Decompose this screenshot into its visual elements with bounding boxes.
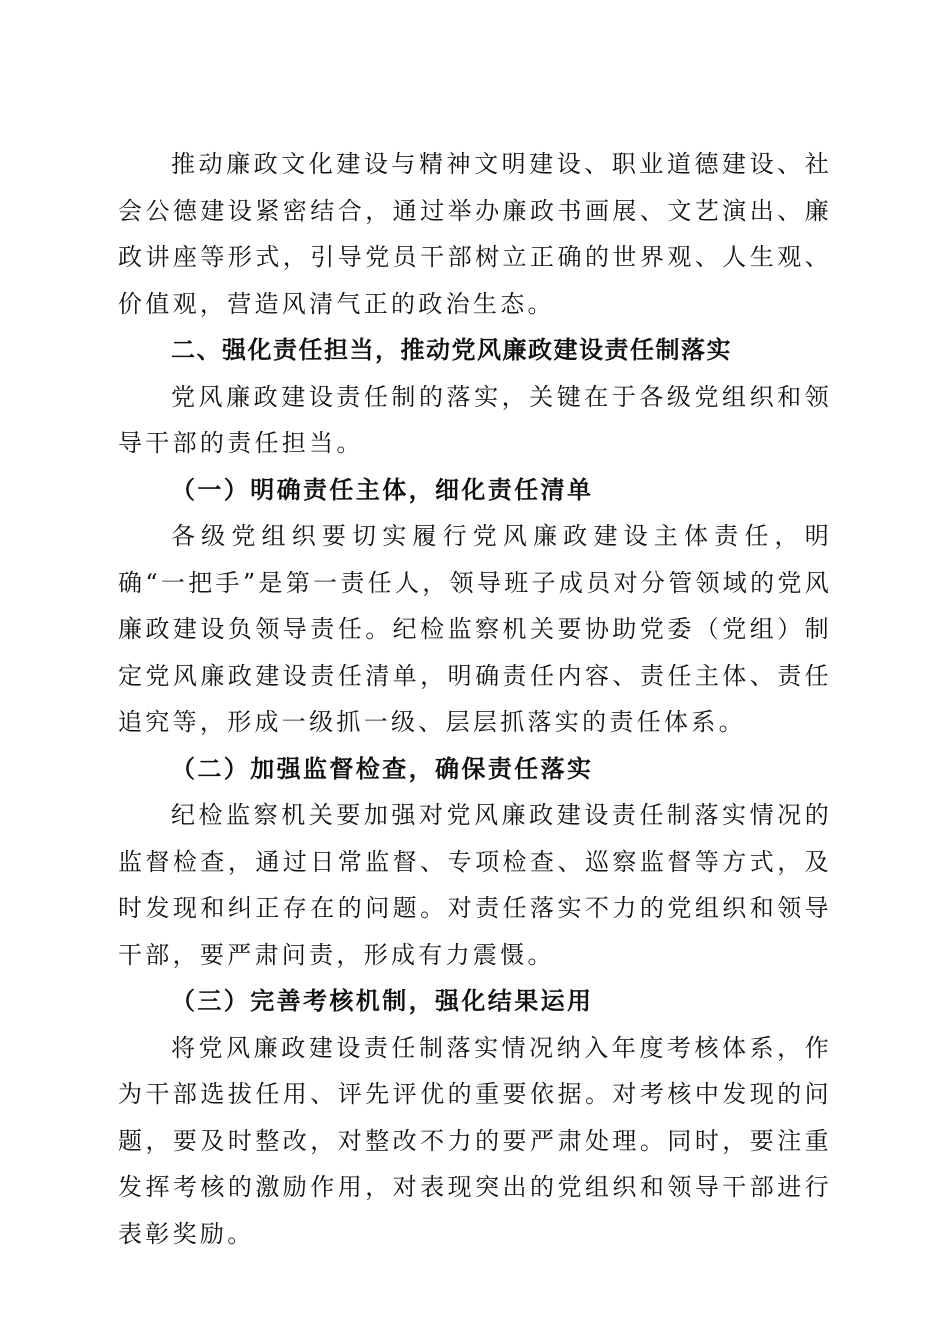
body-paragraph-intro: 党风廉政建设责任制的落实，关键在于各级党组织和领导干部的责任担当。 <box>118 382 832 457</box>
subsection-heading-3: （三）完善考核机制，强化结果运用 <box>171 986 594 1015</box>
document-page <box>118 141 832 1257</box>
subsection-heading-1: （一）明确责任主体，细化责任清单 <box>171 474 594 504</box>
body-paragraph-supervision: 纪检监察机关要加强对党风廉政建设责任制落实情况的监督检查，通过日常监督、专项检查、巡察监督等方式，及时发现和纠正存在的问题。对责任落实不力的党组织和领导干部，要严肃问责，形成有力震慑。 <box>118 801 832 969</box>
section-heading-2: 二、强化责任担当，推动党风廉政建设责任制落实 <box>171 336 732 364</box>
body-paragraph-responsibility: 各级党组织要切实履行党风廉政建设主体责任，明确“一把手”是第一责任人，领导班子成员对分管领域的党风廉政建设负领导责任。纪检监察机关要协助党委（党组）制定党风廉政建设责任清单，明确责任内容、责任主体、责任追究等，形成一级抓一级、层层抓落实的责任体系。 <box>118 522 832 736</box>
subsection-heading-2: （二）加强监督检查，确保责任落实 <box>171 753 594 783</box>
body-paragraph-culture: 推动廉政文化建设与精神文明建设、职业道德建设、社会公德建设紧密结合，通过举办廉政书画展、文艺演出、廉政讲座等形式，引导党员干部树立正确的世界观、人生观、价值观，营造风清气正的政治生态。 <box>118 150 832 318</box>
body-paragraph-assessment: 将党风廉政建设责任制落实情况纳入年度考核体系，作为干部选拔任用、评先评优的重要依据。对考核中发现的问题，要及时整改，对整改不力的要严肃处理。同时，要注重发挥考核的激励作用，对表现突出的党组织和领导干部进行表彰奖励。 <box>118 1033 832 1248</box>
